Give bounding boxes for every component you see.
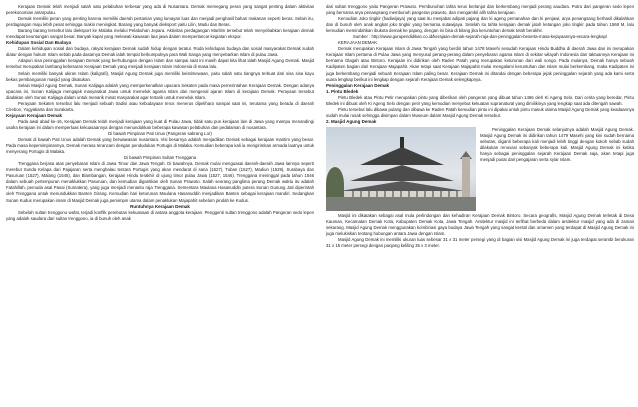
section-heading-kejayaan: Kejayaan Kerajaan Demak xyxy=(6,112,63,118)
title-kerajaan-demak: KERAJAAN DEMAK xyxy=(338,40,378,46)
mosque-photo xyxy=(326,127,476,211)
paragraph: Trenggana berjasa atas penyebaran Islam di Jawa Timur dan Jawa Tengah. Di bawahnya, Demak mulai menguasai daerah-daerah Jawa lainnya seperti merebut Sunda Kelapa dari Pajajaran serta menghalau tentara Portugis yang akan mendarat di sana (1527), Tuban (1527), Madiun (1529), Surabaya dan Pasuruan (1527), Malang (1545), dan Blambangan, kerajaan Hindu terakhir di ujung timur pulau Jawa (1527, 1546). Trenggana meninggal pada tahun 1546 dalam sebuah pertempuran menaklukkan Pasuruan, dan kemudian digantikan oleh Sunan Prawoto. Salah seorang panglima perang Demak waktu itu adalah Fatahillah, pemuda asal Pasai (Sumatera), yang juga menjadi menantu raja Trenggana. Sementara Maulana Hasanuddin putera Sunan Gunung Jati diperintah oleh Trenggana untuk menundukkan Banten Girang. Kemudian hari keturunan Maulana Hasanuddin menjadikan Banten sebagai kerajaan mandiri. Sedangkan Sunan Kudus merupakan imam di Masjid Demak juga pemimpin utama dalam penaklukan Majapahit sebelum pindah ke Kudus. xyxy=(6,161,314,203)
photo-row xyxy=(326,127,634,211)
paragraph: Demak di bawah Pati Unus adalah Demak yang berwawasan nusantara. Visi besarnya adalah menjadikan Demak sebagai kerajaan maritim yang besar. Pada masa kepemimpinannya, Demak merasa terancam dengan pendudukan Portugis di Malaka. Kemudian beberapa kali ia mengirimkan armada lautnya untuk menyerang Portugis di Malaka. xyxy=(6,137,314,155)
paragraph: Masjid ini dikatakan sebagai asal mula perlindungan dan kehadiran Kerajaan Demak Bintoro. Secara geografis, Masjid Agung Demak terletak di Desa Kauman, Kecamatan Demak Kota, Kabupaten Demak Kota, Jawa Tengah. Arsitektur masjid ini terlihat berbeda dalam arsitektur masjid yang ada di zaman sekarang. Masjid Agung Demak menggunakan kombinasi gaya budaya Jawa Tengah yang sangat kental dan ornamen yang terdapat di Masjid Agung Demak ini juga melukiskan tentang hubungan antara Jawa dengan Islam. xyxy=(326,212,634,237)
left-column xyxy=(6,4,314,222)
paragraph: Selain memiliki banyak ukiran Islam (kaligrafi), Masjid Agung Demak juga memiliki keistimewaan, yaitu salah satu tiangnya terbuat dari sisa sisa kayu bekas pembangunan masjid yang disatukan. xyxy=(6,70,314,82)
subheading-trenggana: Di bawah Pimpinan Sultan Trenggana xyxy=(123,155,197,161)
paragraph: Sebelah sultan trenggono wafat, terjadi konflik perebutan kekuasaan di antara anggota kerajaan. Penggenti sultan trenggono adalah Pangeran sedo lepen yang adalah saudara dari sultan trenggono, ia di bunuh oleh anak xyxy=(6,209,314,221)
paragraph: Selain Masjid Agung Demak, Sunan Kalijaga adalah yang memperkenalkan upacara Sekaten pada masa pemerintahan Kerajaan Demak. Dengan adanya upacara ini, Sunan Kalijaga mengajak masyarakat Jawa untuk memeluk agama Islam dan mengenal ajaran Islam di kerajaan Demak. Perayaan tersebut diadakan oleh Sunan Kalijaga dalam untuk menarik minat masyarakat agar tertarik untuk memeluk Islam. xyxy=(6,82,314,100)
paragraph: Pada awal abad ke-16, Kerajaan Demak telah menjadi kerajaan yang kuat di Pulau Jawa, tidak satu pun kerajaan lain di Jawa yang mampu menandingi usaha kerajaan ini dalam memperluas kekuasaannya dengan menundukkan beberapa kawasan pelabuhan dan pedalaman di nusantara. xyxy=(6,118,314,130)
paragraph: Perayaan Sekaten tersebut lalu menjadi sebuah tradisi atau kebudayaan terus menerus dipelihara sampai saat ini, terutama yang berada di daerah Cirebon, Yogyakarta dan Surakarta. xyxy=(6,100,314,112)
paragraph: dari sultan trenggono yaitu Pangeran Prawoto. Pembunuhan tahta terus berlanjut dan berkembang menjadi perang saudara. Putra dari pangeran sedo lepen yang bernama arya penangsang membunuh pangeran prawoto, dan mengambil alih tahta kerajaan. xyxy=(326,4,634,16)
photo-side-text xyxy=(480,127,634,163)
paragraph: Masjid Agung Demak ini memiliki ukuran luas sebesar 31 x 31 meter persegi yang di bagian sisi Masjid Agung Demak ini juga terdapat serambi berukuran 31 x 15 meter persegi dengan panjang keliling 35 x 3 meter. xyxy=(326,237,634,249)
paragraph: Dalam kehidupan sosial dan budaya, rakyat kerajaan Demak sudah hidup dengan teratur. Roda kehidupan budaya dan sosial masyarakat Demak sudah diatur dengan hukum Islam sebab pada dasarnya Demak ialah tempat berkumpulnya para Wali Sanga yang menyebarkan Islam di pulau Jawa. xyxy=(6,46,314,58)
paragraph: Kerajaan Demak telah menjadi salah satu pelabuhan terbesar yang ada di Nusantara. Demak memegang peran yang sangat penting dalam aktivitas perekonomian antarpulau. xyxy=(6,4,314,16)
paragraph: Demak merupakan Kerajaan Islam di Jawa Tengah yang berdiri tahun 1478 Masehi sesudah Kerajaan Hindu Buddha di daerah Jawa dan ini merupakan Kerajaan Islam pertama di Pulau Jawa yang menyusul perang-perang dalam penyebaran agama Islam di sekitar wilayah Indonesia dan taktuannya Kerajaan ini bernama Glagah atau Bintoro. Kerajaan ini didirikan oleh Raden Patah yang merupakan keturunan dari wali songo. Pada mulanya, Demak hanya sebuah Kadipaten bagian dari Kerajaan Majapahit. Akan tetapi saat Kerajaan Majapahit mulai mengalami keruntuhan dan Islam mulai berkembang, maka Kadipaten ini juga berkembang menjadi sebuah Kerajaan Islam paling besar. Kerajaan Demak ini ditandai dengan beberapa jejak peninggalan sejarah yang ada kami serta suara lengkap berikut ini lengkap dengan sejarah Kerajaan Demak selengkapnya. xyxy=(326,46,634,82)
paragraph: Adapun sisa peninggalan kerajaan Demak yang berhubungan dengan Islam dan sampai saat ini masih dapat kita lihat ialah Masjid Agung Demak. Masjid tersebut merupakan lambang kebesaran Kerajaan Demak yang menjadi kerajaan Islam Indonesia di masa lalu. xyxy=(6,58,314,70)
paragraph: Pintu tersebut lalu dibawa pulang dan dibawa ke Raden Patah kemudian pintu ini dipakai untuk pintu masuk utama Masjid Agung Demak yang keadaannya sudah mulai rusak sehingga disimpan dalam Museum dalam Masjid Agung Demak tersebut. xyxy=(326,106,634,118)
section-heading-sosial-budaya: Kehidupan Sosial Dan Budaya xyxy=(6,40,72,46)
right-column xyxy=(326,4,634,249)
subheading-masjid-agung: 2. Masjid Agung Demak xyxy=(326,118,377,124)
paragraph: Barang barang tersebut lalu dieksport ke Malaka melalui Pelabuhan Jepara. Aktivitas perdagangan Maritim tersebut telah menyebabkan kerajaan demak mendapat keuntungan sangat besar. Banyak kapal yang melewati kawasan laut jawa dalam memperlancar kegiatan ekspor. xyxy=(6,28,314,40)
paragraph: Demak memiliki peran yang penting karena memiliki daerah pertanian yang lumayan luas dan menjadi penghasil bahan makanan seperti beras. Selain itu, perdagangan maju lebih pesat sehingga makin meningkat. Barang yang banyak dieksport yaitu Lilin, Madu dan Beras. xyxy=(6,16,314,28)
paragraph: Peninggalan Kerajaan Demak selanjutnya adalah Masjid Agung Demak. Masjid Agung Demak ini didirikan tahun 1479 Masehi yang kini sudah bernama sebutan, diganti beberapa kali menjadi lebih tinggi dengan kokoh sebab sudah dilakukan renovasi sebanyak beberapa kali. Masjid Agung Demak ini ketika hanya sebagai peninggalan sejarah Kerajaan Demak saja, akan tetapi juga menjadi pusat dari pengajaran serta syiar Islam. xyxy=(480,126,634,163)
source-citation: Sumber : http://www.gurupendidikan.co.id/kerajaan-demak-sejarah-raja-dan-peninggalan-beserta-masa-kejayaannya-secara-lengkap/ xyxy=(352,34,608,40)
section-heading-peninggalan: Peninggalan Kerajaan Demak xyxy=(326,82,390,88)
paragraph: Kemudian Joko tingkir (hadiwijaya) yang saat itu menjabat adipati pajang dan ki ageng pemanahan dan ki penjawi, arya penangsang berhasil dikalahkan dan di bunuh oleh anak angkat joko tingkir yang bernama sutawijaya. Setelah itu tahta kerajaan demak jatuh ketangan joko tingkir pada tahun 1568 M, lalu kemudian memindahkan ibukota demak ke pajang, dengan ini bisa di bilang jika keruntuhan demak telah berakhir. xyxy=(326,16,634,34)
subheading-pati-unus: Di bawah Pimpinan Pati Unus (Pangeran sabrang Lor) xyxy=(108,130,212,136)
subheading-pintu-bledek: 1. Pintu Bledek xyxy=(326,88,359,94)
section-heading-runtuhnya: Runtuhnya Kerajaan Demak xyxy=(130,203,190,209)
paragraph: Pintu Bledek atau Pintu Petir merupakan pintu yang diberikan oleh pangeran yang dibuat tahun 1466 oleh Ki Ageng Selo. Dari cerita yang beredar, Pintu Bledek ini dibuat oleh Ki Ageng Selo dengan petir yang kemudian menyebut kekuatan supranatural yang dimilikinya yang lengkap saat ada ditengah sawah. xyxy=(326,94,634,106)
